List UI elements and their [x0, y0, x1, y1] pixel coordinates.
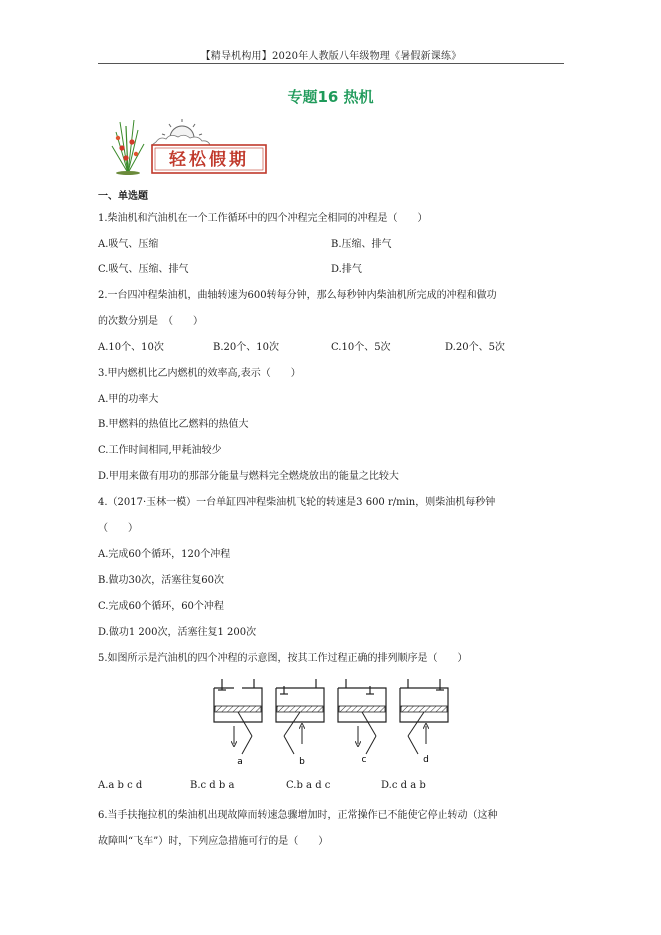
sun-icon: [152, 119, 210, 145]
q6-text-line1: 6.当手扶拖拉机的柴油机出现故障而转速急骤增加时，正常操作已不能使它停止转动（这种: [98, 810, 498, 821]
q4-text-line2: （ ）: [98, 523, 138, 534]
q4-option-b[interactable]: B.做功30次，活塞往复60次: [98, 575, 224, 586]
q2-option-a[interactable]: A.10个、10次: [98, 342, 164, 353]
q3-option-a[interactable]: A.甲的功率大: [98, 394, 159, 405]
q2-text-line1: 2.一台四冲程柴油机，曲轴转速为600转每分钟，那么每秒钟内柴油机所完成的冲程和做功: [98, 290, 497, 301]
q5-option-b[interactable]: B.c d b a: [190, 780, 235, 791]
q5-option-a[interactable]: A.a b c d: [98, 780, 143, 791]
q1-option-c[interactable]: C.吸气、压缩、排气: [98, 264, 189, 275]
section-heading: 一、单选题: [98, 191, 148, 202]
page-header: 【精导机构用】2020年人教版八年级物理《暑假新课练》: [200, 51, 462, 62]
q4-option-d[interactable]: D.做功1 200次，活塞往复1 200次: [98, 627, 257, 638]
q3-option-c[interactable]: C.工作时间相同,甲耗油较少: [98, 445, 222, 456]
q1-option-b[interactable]: B.压缩、排气: [331, 239, 392, 250]
engine-strokes-figure: [212, 676, 452, 768]
q1-option-a[interactable]: A.吸气、压缩: [98, 239, 159, 250]
q2-option-b[interactable]: B.20个、10次: [213, 342, 279, 353]
label-d: d: [423, 755, 429, 765]
q1-text: 1.柴油机和汽油机在一个工作循环中的四个冲程完全相同的冲程是（ ）: [98, 213, 428, 224]
banner-image: [108, 118, 268, 176]
label-b: b: [299, 757, 305, 767]
q2-text-line2: 的次数分别是 （ ）: [98, 316, 203, 327]
banner-text: 轻松假期: [169, 150, 249, 170]
cylinder-d: [400, 679, 448, 765]
q2-option-d[interactable]: D.20个、5次: [445, 342, 505, 353]
q6-text-line2: 故障叫“飞车”）时，下列应急措施可行的是（ ）: [98, 836, 329, 847]
q3-option-d[interactable]: D.甲用来做有用功的那部分能量与燃料完全燃烧放出的能量之比较大: [98, 471, 399, 482]
plant-icon: [112, 120, 144, 175]
q2-option-c[interactable]: C.10个、5次: [331, 342, 391, 353]
q1-option-d[interactable]: D.排气: [331, 264, 362, 275]
label-a: a: [237, 757, 243, 767]
cylinder-a: [214, 679, 262, 767]
header-rule: [98, 63, 564, 64]
cylinder-b: [276, 679, 324, 767]
q4-option-a[interactable]: A.完成60个循环，120个冲程: [98, 549, 231, 560]
q5-option-d[interactable]: D.c d a b: [381, 780, 426, 791]
cylinder-c: [338, 679, 386, 765]
q5-option-c[interactable]: C.b a d c: [286, 780, 331, 791]
q3-option-b[interactable]: B.甲燃料的热值比乙燃料的热值大: [98, 419, 249, 430]
q4-text-line1: 4.（2017·玉林一模）一台单缸四冲程柴油机飞轮的转速是3 600 r/min，则柴油机每秒钟: [98, 497, 496, 508]
q4-option-c[interactable]: C.完成60个循环，60个冲程: [98, 601, 224, 612]
page-title: 专题16 热机: [287, 88, 374, 106]
q5-text: 5.如图所示是汽油机的四个冲程的示意图，按其工作过程正确的排列顺序是（ ）: [98, 653, 468, 664]
q3-text: 3.甲内燃机比乙内燃机的效率高,表示（ ）: [98, 368, 301, 379]
label-c: c: [361, 755, 367, 765]
